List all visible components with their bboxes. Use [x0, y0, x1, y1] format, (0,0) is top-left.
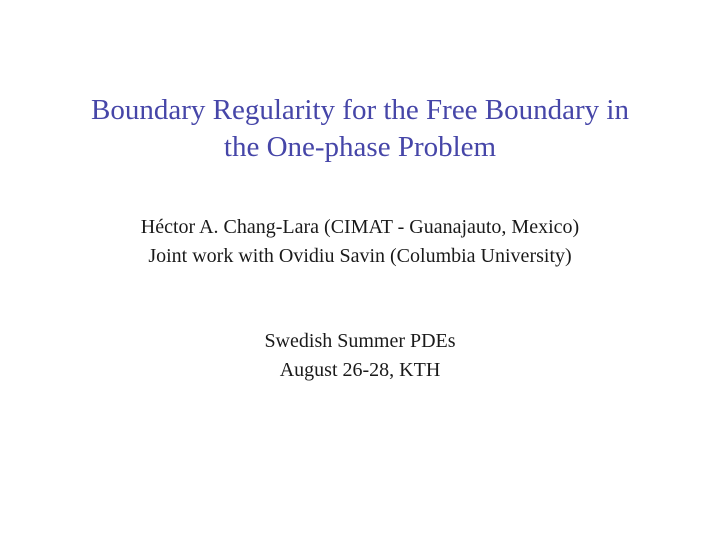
author-info	[0, 213, 720, 271]
event-name: Swedish Summer PDEs	[264, 330, 456, 352]
event-date-location: August 26-28, KTH	[279, 359, 441, 381]
author-line: Héctor A. Chang-Lara (CIMAT - Guanajauto, Mexico)	[140, 216, 580, 238]
title-line-2: the One-phase Problem	[223, 131, 497, 163]
slide-title	[0, 92, 720, 166]
event-info	[0, 327, 720, 385]
coauthor-line: Joint work with Ovidiu Savin (Columbia University)	[148, 245, 572, 267]
title-line-1: Boundary Regularity for the Free Boundary in	[91, 94, 629, 126]
